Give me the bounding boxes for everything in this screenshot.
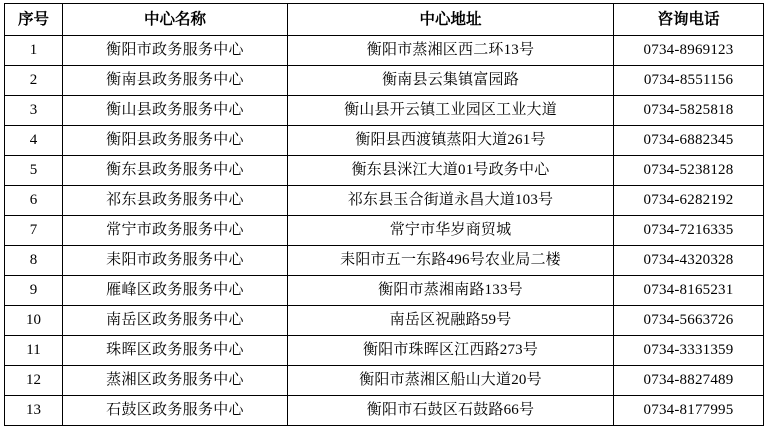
cell-phone: 0734-8551156: [614, 66, 764, 96]
column-header-name: 中心名称: [63, 4, 288, 36]
cell-seq: 13: [5, 396, 63, 426]
cell-addr: 衡南县云集镇富园路: [288, 66, 614, 96]
cell-phone: 0734-6882345: [614, 126, 764, 156]
cell-addr: 祁东县玉合街道永昌大道103号: [288, 186, 614, 216]
table-row: [5, 306, 764, 336]
table-row: [5, 156, 764, 186]
cell-addr: 衡阳市石鼓区石鼓路66号: [288, 396, 614, 426]
cell-seq: 9: [5, 276, 63, 306]
cell-addr: 衡山县开云镇工业园区工业大道: [288, 96, 614, 126]
cell-name: 衡山县政务服务中心: [63, 96, 288, 126]
cell-name: 祁东县政务服务中心: [63, 186, 288, 216]
cell-name: 常宁市政务服务中心: [63, 216, 288, 246]
cell-addr: 衡阳市蒸湘区西二环13号: [288, 36, 614, 66]
cell-seq: 12: [5, 366, 63, 396]
cell-seq: 11: [5, 336, 63, 366]
cell-name: 衡东县政务服务中心: [63, 156, 288, 186]
table-row: [5, 36, 764, 66]
cell-name: 珠晖区政务服务中心: [63, 336, 288, 366]
cell-seq: 7: [5, 216, 63, 246]
cell-name: 衡南县政务服务中心: [63, 66, 288, 96]
cell-phone: 0734-5238128: [614, 156, 764, 186]
cell-phone: 0734-5663726: [614, 306, 764, 336]
cell-addr: 衡阳县西渡镇蒸阳大道261号: [288, 126, 614, 156]
cell-addr: 衡阳市珠晖区江西路273号: [288, 336, 614, 366]
cell-phone: 0734-7216335: [614, 216, 764, 246]
cell-addr: 衡东县洣江大道01号政务中心: [288, 156, 614, 186]
cell-seq: 10: [5, 306, 63, 336]
table-row: [5, 66, 764, 96]
cell-name: 耒阳市政务服务中心: [63, 246, 288, 276]
cell-addr: 衡阳市蒸湘区船山大道20号: [288, 366, 614, 396]
cell-name: 衡阳市政务服务中心: [63, 36, 288, 66]
cell-phone: 0734-8969123: [614, 36, 764, 66]
cell-phone: 0734-8827489: [614, 366, 764, 396]
cell-name: 南岳区政务服务中心: [63, 306, 288, 336]
cell-seq: 2: [5, 66, 63, 96]
column-header-seq: 序号: [5, 4, 63, 36]
table-row: [5, 246, 764, 276]
cell-addr: 常宁市华岁商贸城: [288, 216, 614, 246]
cell-phone: 0734-5825818: [614, 96, 764, 126]
table-row: [5, 216, 764, 246]
cell-phone: 0734-4320328: [614, 246, 764, 276]
table-row: [5, 396, 764, 426]
table-header: [5, 4, 764, 36]
cell-seq: 5: [5, 156, 63, 186]
table-header-row: [5, 4, 764, 36]
table-row: [5, 96, 764, 126]
cell-phone: 0734-8177995: [614, 396, 764, 426]
table-body: [5, 36, 764, 426]
cell-name: 蒸湘区政务服务中心: [63, 366, 288, 396]
cell-name: 衡阳县政务服务中心: [63, 126, 288, 156]
cell-seq: 8: [5, 246, 63, 276]
cell-phone: 0734-3331359: [614, 336, 764, 366]
cell-seq: 3: [5, 96, 63, 126]
cell-seq: 4: [5, 126, 63, 156]
column-header-phone: 咨询电话: [614, 4, 764, 36]
cell-name: 雁峰区政务服务中心: [63, 276, 288, 306]
service-center-table: [4, 3, 764, 426]
table-row: [5, 126, 764, 156]
cell-addr: 衡阳市蒸湘南路133号: [288, 276, 614, 306]
table-row: [5, 336, 764, 366]
table-row: [5, 186, 764, 216]
cell-addr: 耒阳市五一东路496号农业局二楼: [288, 246, 614, 276]
table-row: [5, 366, 764, 396]
cell-seq: 6: [5, 186, 63, 216]
cell-seq: 1: [5, 36, 63, 66]
cell-phone: 0734-6282192: [614, 186, 764, 216]
cell-phone: 0734-8165231: [614, 276, 764, 306]
cell-addr: 南岳区祝融路59号: [288, 306, 614, 336]
table-row: [5, 276, 764, 306]
cell-name: 石鼓区政务服务中心: [63, 396, 288, 426]
column-header-addr: 中心地址: [288, 4, 614, 36]
